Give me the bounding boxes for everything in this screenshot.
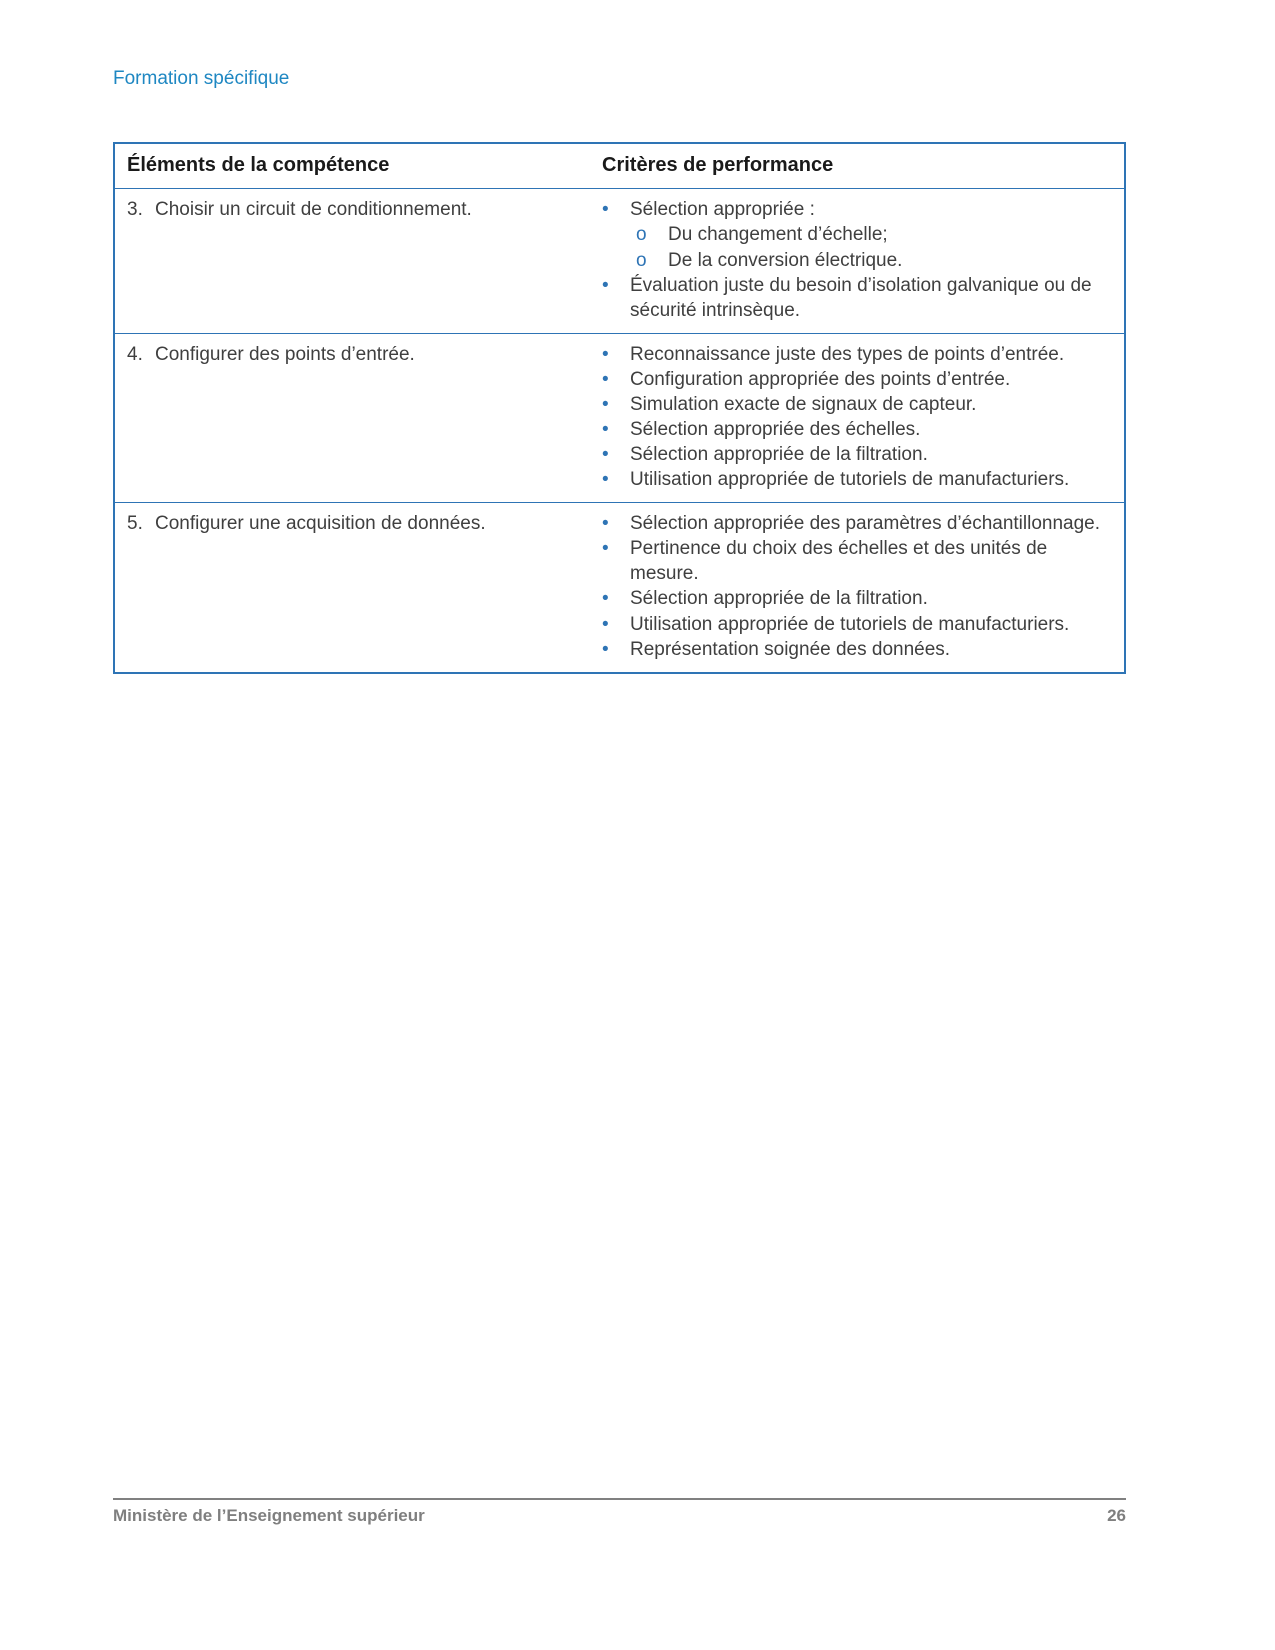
element-line <box>127 342 592 367</box>
table-header-row <box>115 144 1124 188</box>
criteria-item <box>602 536 1108 586</box>
bullet-icon: • <box>602 368 609 390</box>
bullet-icon: • <box>602 419 609 441</box>
element-text: Configurer une acquisition de données. <box>155 513 486 535</box>
element-line <box>127 511 592 536</box>
criteria-item <box>632 248 1108 273</box>
bullet-icon: • <box>602 343 609 365</box>
criteria-item <box>602 586 1108 611</box>
criteria-text: De la conversion électrique. <box>668 249 903 271</box>
criteria-text: Configuration appropriée des points d’entrée. <box>630 368 1011 390</box>
criteria-text: Utilisation appropriée de tutoriels de manufacturiers. <box>630 613 1070 635</box>
criteria-cell <box>602 503 1124 671</box>
bullet-icon: • <box>602 274 609 296</box>
element-cell <box>115 334 602 502</box>
table-row <box>115 333 1124 502</box>
criteria-cell <box>602 189 1124 332</box>
element-text: Choisir un circuit de conditionnement. <box>155 199 472 221</box>
criteria-item <box>602 511 1108 536</box>
criteria-text: Représentation soignée des données. <box>630 638 951 660</box>
bullet-icon: • <box>602 538 609 560</box>
criteria-item <box>602 197 1108 222</box>
page-number: 26 <box>1107 1506 1126 1525</box>
criteria-text: Sélection appropriée de la filtration. <box>630 444 928 466</box>
criteria-text: Pertinence du choix des échelles et des unités de mesure. <box>630 538 1048 585</box>
criteria-text: Simulation exacte de signaux de capteur. <box>630 393 977 415</box>
criteria-item <box>632 222 1108 247</box>
criteria-text: Reconnaissance juste des types de points d’entrée. <box>630 343 1065 365</box>
criteria-item <box>602 442 1108 467</box>
criteria-cell <box>602 334 1124 502</box>
bullet-icon: • <box>602 393 609 415</box>
competence-table <box>113 142 1126 674</box>
bullet-icon: • <box>602 469 609 491</box>
criteria-text: Sélection appropriée des échelles. <box>630 419 921 441</box>
sub-bullet-icon: o <box>636 249 647 271</box>
element-number: 4. <box>127 343 143 365</box>
table-row <box>115 502 1124 671</box>
criteria-text: Utilisation appropriée de tutoriels de manufacturiers. <box>630 469 1070 491</box>
criteria-item <box>602 612 1108 637</box>
bullet-icon: • <box>602 613 609 635</box>
footer-text: Ministère de l’Enseignement supérieur <box>113 1506 425 1525</box>
element-cell <box>115 189 602 332</box>
criteria-item <box>602 417 1108 442</box>
table-body <box>115 188 1124 671</box>
column-header-elements: Éléments de la compétence <box>127 154 390 176</box>
bullet-icon: • <box>602 444 609 466</box>
criteria-item <box>602 273 1108 323</box>
column-header-criteres: Critères de performance <box>602 154 834 176</box>
bullet-icon: • <box>602 513 609 535</box>
bullet-icon: • <box>602 199 609 221</box>
element-text: Configurer des points d’entrée. <box>155 343 415 365</box>
running-header: Formation spécifique <box>113 68 290 89</box>
criteria-text: Sélection appropriée : <box>630 199 815 221</box>
criteria-item <box>602 342 1108 367</box>
criteria-item <box>602 637 1108 662</box>
criteria-item <box>602 392 1108 417</box>
criteria-text: Sélection appropriée de la filtration. <box>630 588 928 610</box>
page-footer <box>113 1498 1126 1526</box>
criteria-text: Sélection appropriée des paramètres d’échantillonnage. <box>630 513 1101 535</box>
sub-bullet-icon: o <box>636 224 647 246</box>
criteria-item <box>602 367 1108 392</box>
criteria-item <box>602 467 1108 492</box>
criteria-text: Du changement d’échelle; <box>668 224 888 246</box>
criteria-text: Évaluation juste du besoin d’isolation galvanique ou de sécurité intrinsèque. <box>630 274 1092 321</box>
bullet-icon: • <box>602 588 609 610</box>
element-number: 5. <box>127 513 143 535</box>
table-row <box>115 188 1124 332</box>
element-number: 3. <box>127 199 143 221</box>
element-line <box>127 197 592 222</box>
element-cell <box>115 503 602 671</box>
bullet-icon: • <box>602 638 609 660</box>
